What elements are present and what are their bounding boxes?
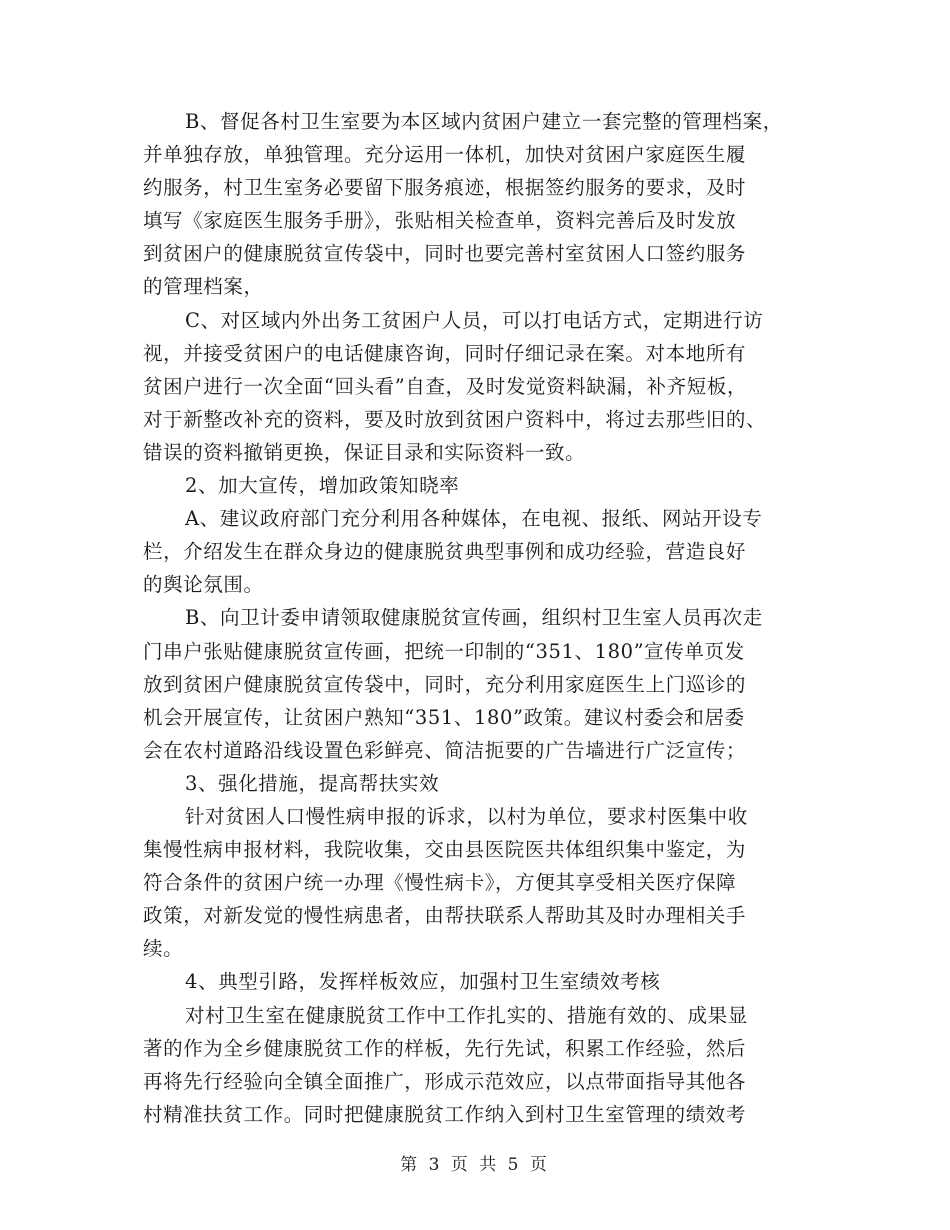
paragraph-3-line-5: 续。 <box>143 937 184 961</box>
paragraph-2a-line-2: 栏，介绍发生在群众身边的健康脱贫典型事例和成功经验，营造良好 <box>143 540 747 564</box>
paragraph-3-line-2: 集慢性病申报材料，我院收集，交由县医院医共体组织集中鉴定，为 <box>143 838 747 862</box>
paragraph-2b-line-1: B、向卫计委申请领取健康脱贫宣传画，组织村卫生室人员再次走 <box>185 606 763 630</box>
paragraph-c-line-2: 视，并接受贫困户的电话健康咨询，同时仔细记录在案。对本地所有 <box>143 341 747 365</box>
paragraph-4-line-1: 对村卫生室在健康脱贫工作中工作扎实的、措施有效的、成果显 <box>185 1003 748 1027</box>
paragraph-b-line-3: 约服务，村卫生室务必要留下服务痕迹，根据签约服务的要求，及时 <box>143 176 747 200</box>
paragraph-4-line-2: 著的作为全乡健康脱贫工作的样板，先行先试，积累工作经验，然后 <box>143 1036 747 1060</box>
document-body <box>143 105 813 1131</box>
paragraph-2b-line-3: 放到贫困户健康脱贫宣传袋中，同时，充分利用家庭医生上门巡诊的 <box>143 672 747 696</box>
paragraph-3-line-4: 政策，对新发觉的慢性病患者，由帮扶联系人帮助其及时办理相关手 <box>143 904 747 928</box>
paragraph-b-line-2: 并单独存放，单独管理。充分运用一体机，加快对贫困户家庭医生履 <box>143 143 747 167</box>
paragraph-b-line-5: 到贫困户的健康脱贫宣传袋中，同时也要完善村室贫困人口签约服务 <box>143 242 747 266</box>
section-3-heading: 3、强化措施，提高帮扶实效 <box>185 771 440 795</box>
paragraph-b-line-4: 填写《家庭医生服务手册》，张贴相关检查单，资料完善后及时发放 <box>143 209 737 233</box>
paragraph-2b-line-5: 会在农村道路沿线设置色彩鲜亮、简洁扼要的广告墙进行广泛宣传； <box>143 738 747 762</box>
paragraph-3-line-1: 针对贫困人口慢性病申报的诉求，以村为单位，要求村医集中收 <box>185 804 748 828</box>
page-number-footer: 第 3 页 共 5 页 <box>400 1155 550 1175</box>
paragraph-2b-line-2: 门串户张贴健康脱贫宣传画，把统一印制的“351、180”宣传单页发 <box>143 639 745 663</box>
paragraph-2a-line-1: A、建议政府部门充分利用各种媒体，在电视、报纸、网站开设专 <box>185 507 763 531</box>
paragraph-2b-line-4: 机会开展宣传，让贫困户熟知“351、180”政策。建议村委会和居委 <box>143 705 745 729</box>
section-2-heading: 2、加大宣传，增加政策知晓率 <box>185 474 460 498</box>
paragraph-b-line-1: B、督促各村卫生室要为本区域内贫困户建立一套完整的管理档案， <box>185 110 783 133</box>
paragraph-b-line-6: 的管理档案， <box>143 275 264 299</box>
paragraph-c-line-3: 贫困户进行一次全面“回头看”自查，及时发觉资料缺漏，补齐短板， <box>143 374 748 398</box>
section-4-heading: 4、典型引路，发挥样板效应，加强村卫生室绩效考核 <box>185 970 661 994</box>
paragraph-2a-line-3: 的舆论氛围。 <box>143 573 264 597</box>
paragraph-4-line-3: 再将先行经验向全镇全面推广，形成示范效应，以点带面指导其他各 <box>143 1069 747 1093</box>
paragraph-c-line-4: 对于新整改补充的资料，要及时放到贫困户资料中，将过去那些旧的、 <box>143 407 767 431</box>
paragraph-c-line-1: C、对区域内外出务工贫困户人员，可以打电话方式，定期进行访 <box>185 308 764 332</box>
paragraph-4-line-4: 村精准扶贫工作。同时把健康脱贫工作纳入到村卫生室管理的绩效考 <box>143 1102 747 1126</box>
paragraph-c-line-5: 错误的资料撤销更换，保证目录和实际资料一致。 <box>143 440 586 464</box>
paragraph-3-line-3: 符合条件的贫困户统一办理《慢性病卡》，方便其享受相关医疗保障 <box>143 871 737 895</box>
